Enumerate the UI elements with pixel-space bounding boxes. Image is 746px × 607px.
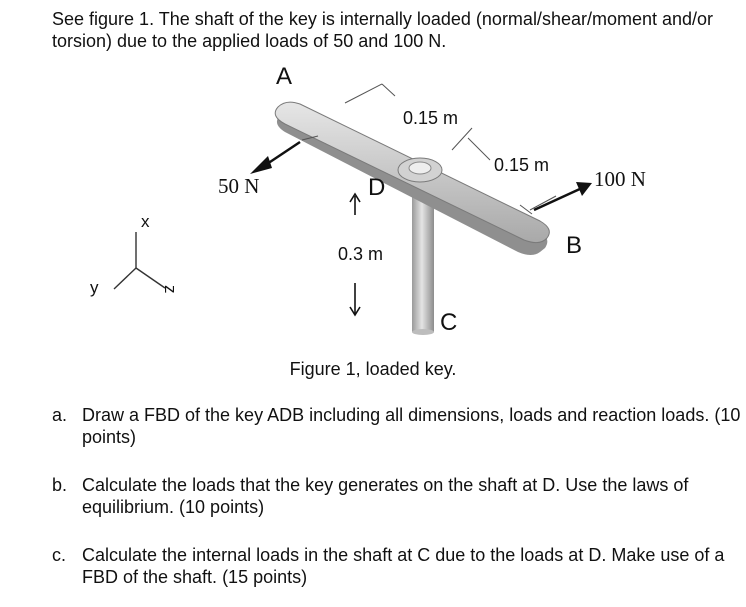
axis-y-label: y: [90, 278, 99, 297]
question-marker: a.: [52, 405, 68, 425]
dim-shaft: 0.3 m: [338, 244, 384, 264]
label-d: D: [368, 174, 386, 201]
label-a: A: [276, 63, 293, 90]
load-right-line: [534, 188, 582, 210]
load-right-label: 100 N: [594, 167, 646, 191]
question-text: Calculate the internal loads in the shaft at C due to the loads at D. Make use of a FBD of the shaft. (15 points): [82, 545, 725, 587]
dim-ad: 0.15 m: [403, 108, 459, 128]
coordinate-axes: [114, 232, 165, 289]
label-c: C: [440, 309, 458, 336]
problem-intro: See figure 1. The shaft of the key is internally loaded (normal/shear/moment and/or torsion) due to the applied loads of 50 and 100 N.: [52, 9, 714, 51]
question-text: Draw a FBD of the key ADB including all dimensions, loads and reaction loads. (10 points): [82, 405, 741, 447]
load-left-label: 50 N: [218, 174, 260, 198]
load-left-arrowhead: [250, 156, 272, 174]
figure-caption: Figure 1, loaded key.: [289, 359, 457, 379]
dim-db: 0.15 m: [494, 155, 550, 175]
question-a: [52, 404, 742, 448]
label-b: B: [566, 232, 583, 259]
axis-x-label: x: [141, 212, 150, 231]
question-b: [52, 474, 742, 518]
question-text: Calculate the loads that the key generates on the shaft at D. Use the laws of equilibrium. (10 points): [82, 475, 689, 517]
question-marker: c.: [52, 545, 67, 565]
question-marker: b.: [52, 475, 68, 495]
axis-z-label: z: [161, 285, 180, 294]
question-c: [52, 544, 742, 588]
